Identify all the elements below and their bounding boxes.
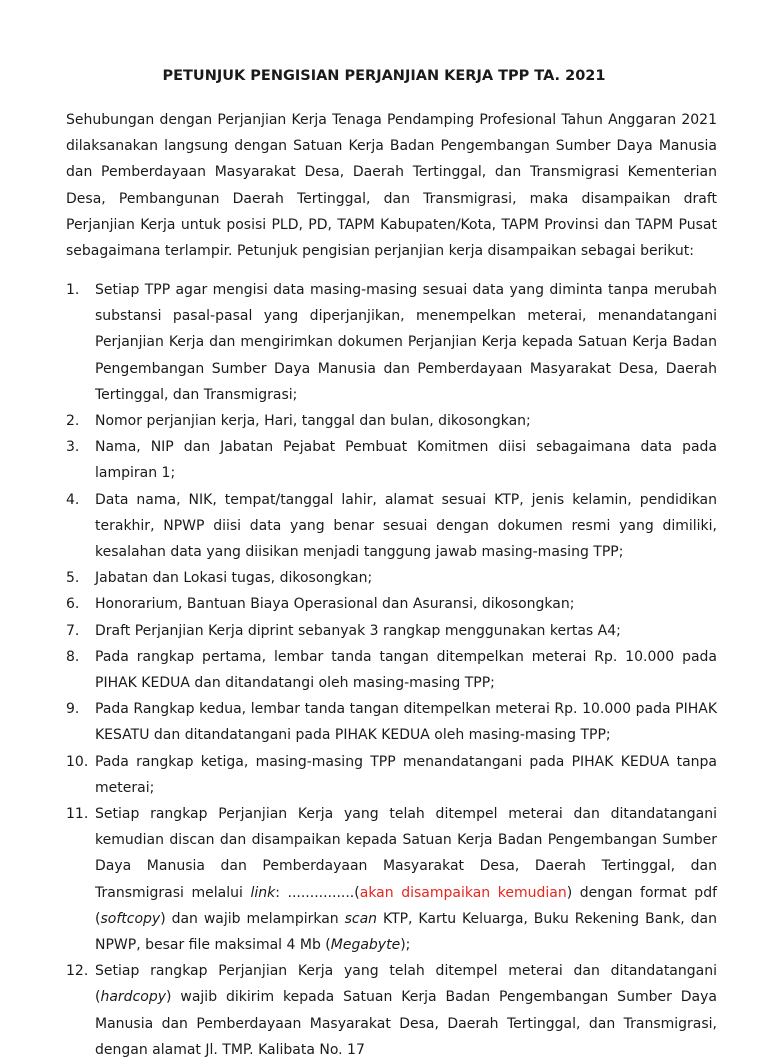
item-number: 8. [66,648,80,665]
item-text: Pada rangkap ketiga, masing-masing TPP menandatangani pada PIHAK KEDUA tanpa meterai; [95,753,717,796]
megabyte-term: Megabyte [330,937,401,954]
item-number: 10. [66,753,89,770]
item-text-part: ); [400,937,411,954]
item-text: Draft Perjanjian Kerja diprint sebanyak 3 rangkap menggunakan kertas A4; [95,622,621,639]
item-number: 12. [66,963,89,980]
list-item [66,565,717,591]
item-text [95,958,717,1063]
list-item [66,408,717,434]
scan-term: scan [344,910,378,927]
list-item [66,277,717,408]
list-item [66,644,717,696]
item-text-part: : ...............( [275,884,360,901]
list-item-12 [66,958,717,1063]
item-number: 4. [66,491,80,508]
document-title: PETUNJUK PENGISIAN PERJANJIAN KERJA TPP TA. 2021 [162,68,606,84]
item-text: Honorarium, Bantuan Biaya Operasional dan Asuransi, dikosongkan; [95,596,575,613]
link-term: link [250,884,276,901]
item-text: Pada Rangkap kedua, lembar tanda tangan ditempelkan meterai Rp. 10.000 pada PIHAK KESATU dan ditandatangani pada PIHAK KEDUA oleh masing-masing TPP; [95,701,717,744]
list-item [66,749,717,801]
list-item [66,696,717,748]
hardcopy-term: hardcopy [100,989,166,1006]
item-text-part: ) dan wajib melampirkan [160,910,345,927]
list-item-11 [66,801,717,958]
item-number: 3. [66,439,80,456]
item-number: 6. [66,596,80,613]
item-text: Nomor perjanjian kerja, Hari, tanggal dan bulan, dikosongkan; [95,413,531,430]
item-text-part: ) wajib dikirim kepada Satuan Kerja Badan Pengembangan Sumber Daya Manusia dan Pemberdayaan Masyarakat Desa, Daerah Tertinggal, dan Transmigrasi, dengan alamat Jl. TMP. Kalibata No. 17 [95,989,717,1058]
list-item [66,487,717,566]
item-number: 7. [66,622,80,639]
list-item [66,434,717,486]
item-text: Data nama, NIK, tempat/tanggal lahir, alamat sesuai KTP, jenis kelamin, pendidikan terakhir, NPWP diisi data yang benar sesuai dengan dokumen resmi yang dimiliki, kesalahan data yang diisikan menjadi tanggung jawab masing-masing TPP; [95,491,717,561]
item-text-part: Setiap rangkap Perjanjian Kerja yang telah ditempel meterai dan ditandatangani ( [95,963,717,1006]
pending-link-note: akan disampaikan kemudian [359,884,567,901]
item-number: 5. [66,570,80,587]
item-text-part: ) dengan format pdf ( [95,884,718,927]
list-item [66,618,717,644]
item-number: 1. [66,282,80,298]
item-text-part: Setiap rangkap Perjanjian Kerja yang telah ditempel meterai dan ditandatangani kemudian discan dan disampaikan kepada Satuan Kerja Badan Pengembangan Sumber Daya Manusia dan Pemberdayaan Masyarakat Desa, Daerah Tertinggal, dan Transmigrasi melalui [95,806,717,901]
item-text: Jabatan dan Lokasi tugas, dikosongkan; [95,570,373,587]
item-text: Pada rangkap pertama, lembar tanda tangan ditempelkan meterai Rp. 10.000 pada PIHAK KEDUA dan ditandatangi oleh masing-masing TPP; [95,648,717,692]
instruction-list [66,277,717,1063]
intro-paragraph: Sehubungan dengan Perjanjian Kerja Tenaga Pendamping Profesional Tahun Anggaran 2021 dilaksanakan langsung dengan Satuan Kerja Badan Pengembangan Sumber Daya Manusia dan Pemberdayaan Masyarakat Desa, Daerah Tertinggal, dan Transmigrasi Kementerian Desa, Pembangunan Daerah Tertinggal, dan Transmigrasi, maka disampaikan draft Perjanjian Kerja untuk posisi PLD, PD, TAPM Kabupaten/Kota, TAPM Provinsi dan TAPM Pusat sebagaimana terlampir. Petunjuk pengisian perjanjian kerja disampaikan sebagai berikut: [66,112,717,260]
softcopy-term: softcopy [100,910,161,927]
list-item [66,591,717,617]
item-text: Nama, NIP dan Jabatan Pejabat Pembuat Komitmen diisi sebagaimana data pada lampiran 1; [95,439,717,482]
item-text: Setiap TPP agar mengisi data masing-masing sesuai data yang diminta tanpa merubah substansi pasal-pasal yang diperjanjikan, menempelkan meterai, menandatangani Perjanjian Kerja dan mengirimkan dokumen Perjanjian Kerja kepada Satuan Kerja Badan Pengembangan Sumber Daya Manusia dan Pemberdayaan Masyarakat Desa, Daerah Tertinggal, dan Transmigrasi; [95,282,717,403]
item-number: 11. [66,806,89,823]
item-text [95,801,717,958]
item-number: 9. [66,701,80,718]
item-text-part: KTP, Kartu Keluarga, Buku Rekening Bank, dan NPWP, besar file maksimal 4 Mb ( [95,910,717,954]
item-number: 2. [66,413,80,430]
